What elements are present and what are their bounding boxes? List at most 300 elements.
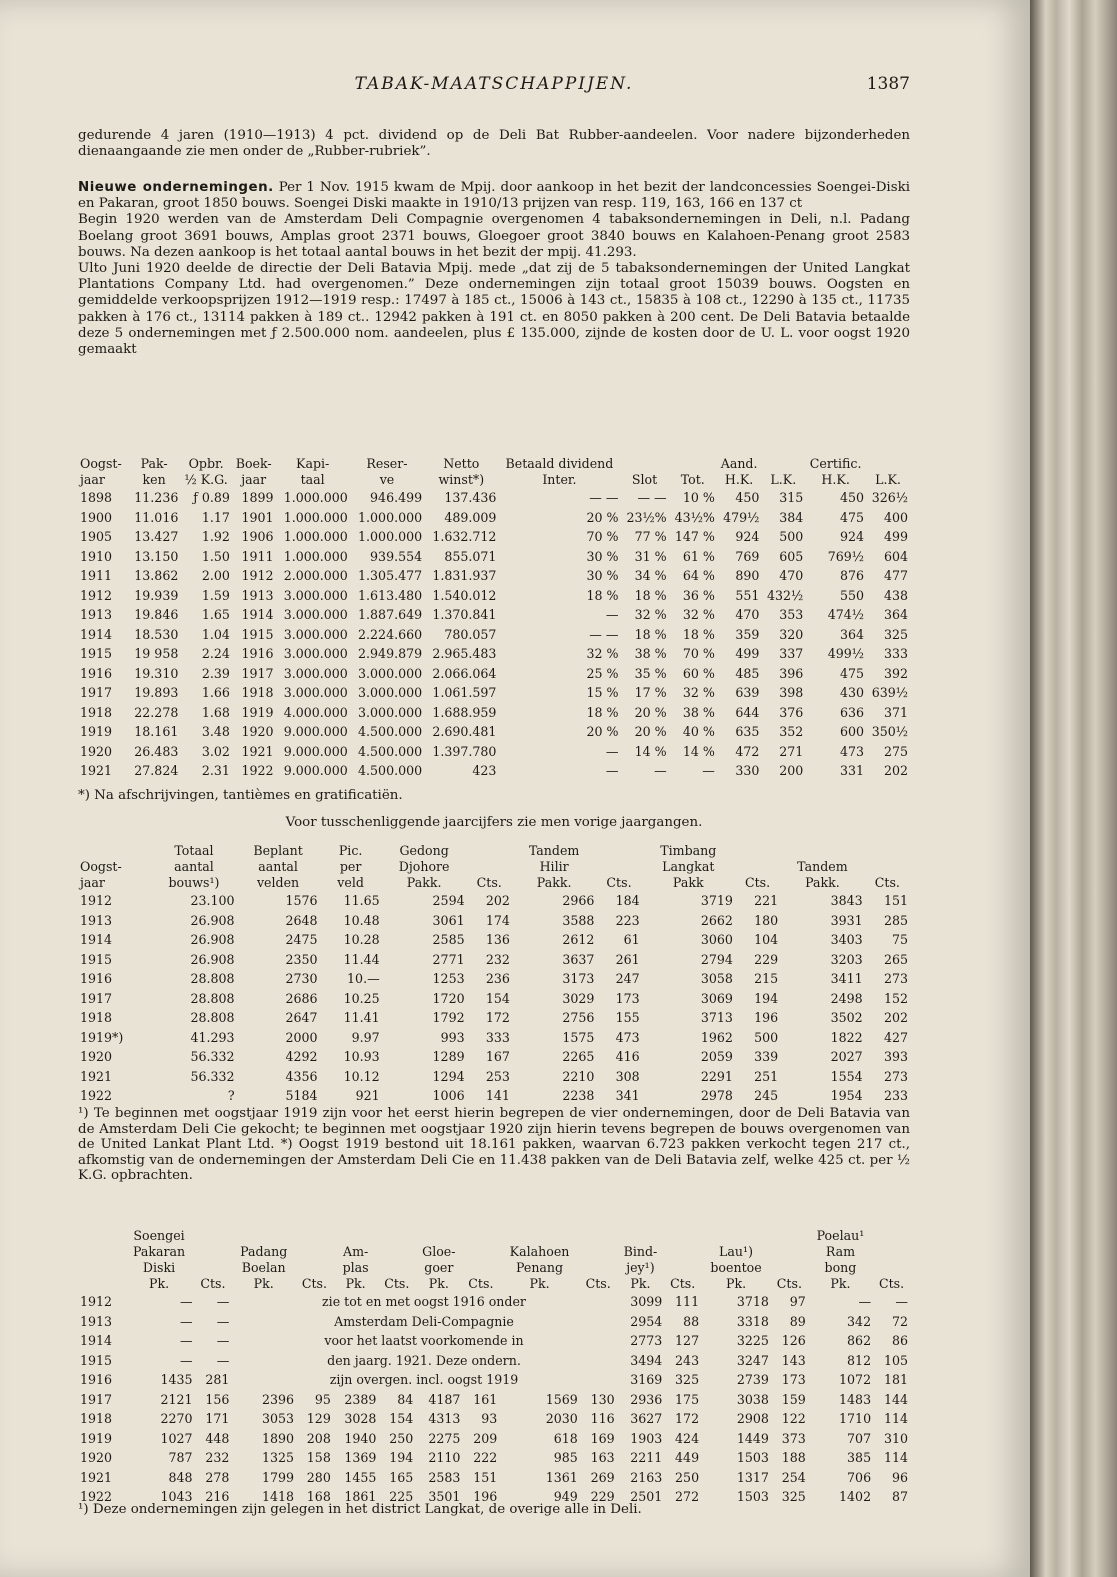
- table-cell: 1911: [241, 548, 274, 564]
- table-cell: 2396: [261, 1391, 294, 1407]
- column-header: jey¹): [626, 1260, 655, 1275]
- table-cell: 28.808: [190, 990, 235, 1006]
- table-cell: 11.41: [343, 1010, 380, 1025]
- table-cell: 23½%: [626, 509, 667, 525]
- table-cell: 4.500.000: [358, 724, 423, 739]
- page-number: 1387: [866, 74, 910, 94]
- estates-table-footnote: ¹) Deze ondernemingen zijn gelegen in het district Langkat, de overige alle in Deli.: [78, 1502, 642, 1517]
- table-cell: 1455: [344, 1469, 377, 1485]
- table-cell: 174: [485, 912, 510, 928]
- table-cell: 448: [205, 1430, 230, 1446]
- table-cell: 1940: [344, 1430, 377, 1446]
- column-header: [296, 1260, 333, 1276]
- column-header: [499, 1228, 579, 1244]
- table-cell: 18 %: [586, 704, 619, 720]
- table-cell: 946.499: [370, 490, 423, 505]
- table-cell: 223: [615, 912, 640, 928]
- table-cell: 3060: [700, 932, 733, 947]
- table-cell: 2501: [630, 1489, 663, 1504]
- table-cell: 172: [675, 1411, 700, 1426]
- column-header: jaar: [80, 875, 105, 890]
- table-cell: 3.02: [201, 743, 230, 759]
- table-cell: 173: [781, 1372, 806, 1387]
- harvest-row: [78, 1067, 910, 1087]
- table-cell: 126: [781, 1333, 806, 1348]
- table-cell: 40 %: [682, 724, 715, 739]
- table-cell: 285: [883, 912, 908, 928]
- table-cell: 2270: [160, 1411, 193, 1426]
- table-cell: 232: [205, 1450, 230, 1465]
- table-cell: 2163: [630, 1469, 663, 1485]
- table-cell: 3403: [830, 932, 863, 947]
- column-header: [866, 456, 910, 472]
- table-cell: 30 %: [586, 548, 619, 564]
- column-header: Cts.: [468, 1276, 494, 1291]
- estates-row: [78, 1390, 910, 1410]
- new-enterprises-text3: Ulto Juni 1920 deelde de directie der Deli Batavia Mpij. mede „dat zij de 5 tabaksondernemingen der United Langkat Plantations Company Ltd. had overgenomen.” Deze ondernemingen zijn totaal groot 15039 bouws. Oogsten en gemiddelde verkoopsprijzen 1912—1919 resp.: 17497 à 185 ct., 15006 à 143 ct., 15835 à 108 ct., 12290 à 135 ct., 11735 pakken à 176 ct., 13114 pakken à 189 ct.. 12942 pakken à 191 ct. en 8050 pakken à 200 cent. De Deli Batavia betaalde deze 5 ondernemingen met ƒ 2.500.000 nom. aandeelen, plus £ 135.000, zijnde de kosten door de U. L. voor oogst 1920 gemaakt: [78, 261, 910, 358]
- table-cell: 3058: [700, 971, 733, 986]
- table-cell: 1900: [80, 509, 113, 525]
- merged-note: zijn overgen. incl. oogst 1919: [329, 1372, 519, 1387]
- new-enterprises-text1: Per 1 Nov. 1915 kwam de Mpij. door aankoop in het bezit der landconcessies Soengei-Diski en Pakaran, groot 1850 bouws. Soengei Diski maakte in 1910/13 prijzen van resp. 119, 163, 166 en 137 ct: [78, 180, 910, 212]
- table-cell: 4292: [285, 1049, 318, 1064]
- column-header: Poelau¹: [816, 1228, 865, 1243]
- table-cell: 1.68: [201, 704, 230, 720]
- table-cell: 1890: [261, 1430, 294, 1446]
- table-cell: 479½: [723, 509, 760, 525]
- table-cell: 22.278: [134, 704, 179, 720]
- column-header: [580, 1260, 617, 1276]
- table-cell: —: [179, 1333, 193, 1348]
- harvest-row: [78, 989, 910, 1009]
- table-cell: 359: [735, 626, 760, 642]
- table-cell: 11.44: [343, 951, 380, 967]
- table-cell: 196: [473, 1489, 498, 1504]
- column-header: Kalahoen: [509, 1244, 570, 1259]
- table-cell: 202: [883, 763, 908, 778]
- table-cell: 116: [590, 1411, 615, 1426]
- harvest-row: [78, 911, 910, 931]
- table-cell: 1898: [80, 490, 113, 505]
- column-header: Pakk.: [406, 875, 442, 890]
- table-cell: 60 %: [682, 665, 715, 681]
- table-cell: 280: [306, 1469, 331, 1485]
- table-cell: 364: [839, 626, 864, 642]
- column-header: [78, 1276, 124, 1292]
- column-header: Cts.: [200, 1276, 226, 1291]
- table-cell: 3.000.000: [358, 665, 423, 681]
- column-header: Totaal: [174, 843, 214, 858]
- table-cell: — —: [589, 490, 619, 505]
- column-header: [462, 1244, 499, 1260]
- column-header: Pk.: [345, 1276, 366, 1291]
- table-cell: 127: [675, 1333, 700, 1348]
- table-cell: 19 958: [134, 646, 179, 661]
- column-header: Boek-: [235, 456, 272, 471]
- table-cell: 1369: [344, 1450, 377, 1465]
- table-cell: 876: [839, 568, 864, 583]
- table-cell: 450: [839, 490, 864, 505]
- table-cell: 152: [883, 990, 908, 1006]
- table-cell: 635: [735, 724, 760, 739]
- table-cell: 28.808: [190, 971, 235, 986]
- table-cell: 1915: [80, 951, 113, 967]
- table-cell: 2.066.064: [432, 665, 497, 681]
- column-header: Pakk.: [805, 875, 840, 890]
- table-cell: 38 %: [634, 646, 667, 661]
- estates-row: [78, 1468, 910, 1488]
- table-cell: 19.310: [134, 665, 179, 681]
- table-cell: 3247: [736, 1352, 769, 1368]
- table-cell: 2110: [428, 1450, 461, 1465]
- table-cell: 2210: [562, 1068, 595, 1084]
- table-cell: 10.—: [347, 971, 380, 986]
- results-row: [78, 644, 910, 664]
- table-cell: 1822: [830, 1029, 863, 1045]
- column-header: [771, 1228, 808, 1244]
- table-cell: —: [216, 1333, 230, 1348]
- table-cell: 225: [389, 1489, 414, 1504]
- table-cell: 2059: [700, 1049, 733, 1064]
- table-cell: 310: [883, 1430, 908, 1446]
- column-header: [296, 1244, 333, 1260]
- table-cell: 1901: [241, 509, 274, 525]
- table-cell: 15 %: [586, 685, 619, 700]
- table-cell: 32 %: [682, 607, 715, 622]
- harvest-table-footnote: ¹) Te beginnen met oogstjaar 1919 zijn voor het eerst hierin begrepen de vier ondernemingen, door de Deli Batavia van de Amsterdam Deli Cie gekocht; te beginnen met oogstjaar 1920 zijn hierin tevens begrepen de bouws overgenomen van de United Lankat Plant Ltd. *) Oogst 1919 bestond uit 18.161 pakken, waarvan 6.723 pakken verkocht tegen 217 ct., afkomstig van de ondernemingen der Amsterdam Deli Cie en 11.438 pakken van de Deli Batavia zelf, welke 425 ct. per ½ K.G. opbrachten.: [78, 1106, 910, 1183]
- table-cell: 352: [779, 724, 804, 739]
- table-cell: 2238: [562, 1088, 595, 1103]
- table-cell: 3053: [261, 1411, 294, 1426]
- table-cell: 1906: [241, 529, 274, 544]
- table-cell: 168: [306, 1489, 331, 1504]
- table-cell: 20 %: [586, 724, 619, 739]
- table-cell: 159: [781, 1391, 806, 1407]
- table-cell: 416: [615, 1049, 640, 1064]
- column-header: ve: [379, 472, 395, 487]
- table-cell: 141: [485, 1088, 510, 1103]
- table-cell: 271: [779, 743, 804, 759]
- table-cell: 1912: [80, 587, 113, 603]
- merged-note: den jaarg. 1921. Deze ondern.: [327, 1352, 521, 1368]
- table-cell: 23.100: [190, 893, 235, 908]
- table-cell: — —: [589, 626, 619, 642]
- table-cell: 1072: [839, 1372, 872, 1387]
- table-cell: 2773: [630, 1333, 663, 1348]
- table-cell: 2771: [432, 951, 465, 967]
- column-header: Langkat: [662, 859, 715, 874]
- table-cell: 1.65: [201, 607, 230, 622]
- table-cell: 1905: [80, 529, 113, 544]
- table-cell: 2594: [432, 893, 465, 908]
- table-cell: — —: [637, 490, 667, 505]
- table-cell: —: [179, 1313, 193, 1329]
- column-header: [669, 456, 717, 472]
- column-header: velden: [256, 875, 300, 890]
- table-cell: 25 %: [586, 665, 619, 681]
- column-header: Cts.: [670, 1276, 696, 1291]
- table-cell: 1917: [80, 1391, 113, 1407]
- table-cell: 1919: [241, 704, 274, 720]
- table-cell: 3719: [700, 893, 733, 908]
- table-cell: 769½: [827, 548, 864, 564]
- results-row: [78, 508, 910, 528]
- column-header: Cts.: [301, 1276, 327, 1291]
- table-cell: 89: [789, 1313, 806, 1329]
- table-cell: 3588: [562, 912, 595, 928]
- column-header: Gloe-: [422, 1244, 456, 1259]
- table-cell: 18 %: [634, 626, 667, 642]
- column-header: [580, 1244, 617, 1260]
- table-cell: 924: [839, 529, 864, 544]
- table-cell: 31 %: [634, 548, 667, 564]
- column-header: [865, 843, 910, 859]
- table-cell: 200: [779, 763, 804, 778]
- table-cell: 2027: [830, 1049, 863, 1064]
- table-cell: 14 %: [682, 743, 715, 759]
- table-cell: 1920: [80, 743, 113, 759]
- column-header: [296, 1228, 333, 1244]
- table-cell: 2.690.481: [432, 724, 497, 739]
- table-cell: 105: [883, 1352, 908, 1368]
- column-header: Pk.: [253, 1276, 274, 1291]
- table-cell: 1919: [80, 1430, 113, 1446]
- harvest-header-row: [78, 843, 910, 859]
- table-cell: 1954: [830, 1088, 863, 1103]
- table-cell: 233: [883, 1088, 908, 1103]
- estates-header-row: [78, 1276, 910, 1292]
- harvest-row: [78, 1047, 910, 1067]
- column-header: [664, 1260, 701, 1276]
- table-cell: 70 %: [586, 529, 619, 544]
- table-cell: 13.862: [134, 568, 179, 583]
- column-header: [195, 1228, 232, 1244]
- table-cell: 229: [754, 951, 779, 967]
- table-cell: 3.48: [201, 724, 230, 739]
- table-cell: ƒ 0.89: [193, 490, 230, 505]
- table-cell: 163: [590, 1450, 615, 1465]
- table-cell: 618: [553, 1430, 578, 1446]
- table-cell: 130: [590, 1391, 615, 1407]
- table-cell: 3.000.000: [283, 626, 348, 642]
- column-header: Aand.: [720, 456, 758, 471]
- table-cell: 706: [847, 1469, 872, 1485]
- table-cell: 1921: [241, 743, 274, 759]
- table-cell: 2954: [630, 1313, 663, 1329]
- column-header: goer: [424, 1260, 454, 1275]
- table-cell: 180: [754, 912, 779, 928]
- table-cell: 1.000.000: [283, 548, 348, 564]
- table-cell: 400: [883, 509, 908, 525]
- results-row: [78, 703, 910, 723]
- table-cell: 1920: [80, 1049, 113, 1064]
- table-cell: 3169: [630, 1372, 663, 1387]
- table-cell: 247: [615, 971, 640, 986]
- table-cell: 272: [675, 1489, 700, 1504]
- table-cell: 93: [481, 1411, 498, 1426]
- column-header: bouws¹): [168, 875, 220, 890]
- table-cell: 114: [883, 1450, 908, 1465]
- table-cell: 154: [389, 1411, 414, 1426]
- table-cell: 639½: [871, 685, 908, 700]
- table-cell: 151: [883, 893, 908, 908]
- table-cell: 1918: [241, 685, 274, 700]
- table-cell: 2.31: [201, 763, 230, 778]
- table-cell: 477: [883, 568, 908, 583]
- table-cell: 10.48: [343, 912, 380, 928]
- table-cell: 550: [839, 587, 864, 603]
- table-cell: 1.061.597: [432, 685, 497, 700]
- table-cell: 229: [590, 1489, 615, 1504]
- results-row: [78, 586, 910, 606]
- table-cell: 500: [754, 1029, 779, 1045]
- estates-row: [78, 1429, 910, 1449]
- table-cell: 265: [883, 951, 908, 967]
- table-cell: 330: [735, 763, 760, 778]
- table-cell: 4356: [285, 1068, 318, 1084]
- table-cell: 1575: [562, 1029, 595, 1045]
- table-cell: 181: [883, 1372, 908, 1387]
- table-cell: 32 %: [634, 607, 667, 622]
- column-header: Pk.: [428, 1276, 449, 1291]
- column-header: [467, 843, 512, 859]
- table-cell: 13.427: [134, 529, 179, 544]
- column-header: Cts.: [585, 1276, 611, 1291]
- table-cell: 72: [891, 1313, 908, 1329]
- table-cell: 1922: [80, 1088, 113, 1103]
- results-row: [78, 547, 910, 567]
- table-cell: 114: [883, 1411, 908, 1426]
- section-heading: Nieuwe ondernemingen.: [78, 180, 274, 195]
- harvest-row: [78, 950, 910, 970]
- table-cell: 143: [781, 1352, 806, 1368]
- column-header: Pakk: [672, 875, 704, 890]
- table-cell: 236: [485, 971, 510, 986]
- table-cell: 1.632.712: [432, 529, 497, 544]
- results-header-row: [78, 472, 910, 488]
- table-cell: 308: [615, 1068, 640, 1084]
- column-header: [771, 1260, 808, 1276]
- column-header: veld: [337, 875, 364, 890]
- table-cell: 1920: [241, 724, 274, 739]
- column-header: Penang: [515, 1260, 564, 1275]
- results-row: [78, 722, 910, 742]
- table-cell: 27.824: [134, 763, 179, 778]
- column-header: jaar: [80, 472, 105, 487]
- column-header: [664, 1244, 701, 1260]
- table-cell: 373: [781, 1430, 806, 1446]
- table-cell: 38 %: [682, 704, 715, 720]
- results-row: [78, 742, 910, 762]
- table-cell: 9.000.000: [283, 763, 348, 778]
- table-cell: 1921: [80, 763, 113, 778]
- table-cell: 1918: [80, 704, 113, 720]
- table-cell: 1.305.477: [358, 568, 423, 583]
- table-cell: 1919*): [80, 1029, 124, 1045]
- table-cell: 3411: [830, 971, 863, 986]
- table-cell: 221: [754, 893, 779, 908]
- table-cell: 3203: [830, 951, 863, 967]
- column-header: Pak-: [140, 456, 168, 471]
- column-header: [195, 1244, 232, 1260]
- table-cell: 1913: [80, 912, 113, 928]
- table-cell: 2.00: [201, 568, 230, 583]
- table-cell: 26.908: [190, 932, 235, 947]
- table-cell: 1554: [830, 1068, 863, 1084]
- table-cell: 1921: [80, 1469, 113, 1485]
- table-cell: 1.000.000: [358, 509, 423, 525]
- table-cell: 1325: [261, 1450, 294, 1465]
- results-row: [78, 683, 910, 703]
- table-cell: 56.332: [190, 1068, 235, 1084]
- column-header: [231, 1228, 296, 1244]
- table-cell: 2.39: [201, 665, 230, 681]
- table-cell: 34 %: [634, 568, 667, 583]
- table-cell: 475: [839, 509, 864, 525]
- table-cell: 26.483: [134, 743, 179, 759]
- results-row: [78, 625, 910, 645]
- table-cell: 64 %: [682, 568, 715, 583]
- estates-merged-row: [78, 1331, 910, 1351]
- table-cell: 326½: [871, 490, 908, 505]
- column-header: Pic.: [338, 843, 363, 858]
- table-cell: 450: [735, 490, 760, 505]
- column-header: [873, 1260, 910, 1276]
- table-cell: 20 %: [634, 704, 667, 720]
- page-header: [78, 74, 910, 102]
- table-cell: 432½: [767, 587, 804, 603]
- column-header: [664, 1228, 701, 1244]
- column-header: [78, 1260, 124, 1276]
- column-header: [378, 1228, 415, 1244]
- column-header: aantal: [174, 859, 214, 874]
- column-header: per: [339, 859, 362, 874]
- column-header: [78, 843, 151, 859]
- table-cell: 315: [779, 490, 804, 505]
- table-cell: 1914: [80, 932, 113, 947]
- table-cell: 111: [675, 1294, 700, 1309]
- results-header-row: [78, 456, 910, 472]
- table-cell: 1449: [736, 1430, 769, 1446]
- table-cell: 18 %: [682, 626, 715, 642]
- new-enterprises-text2: Begin 1920 werden van de Amsterdam Deli Compagnie overgenomen 4 tabaksondernemingen in Deli, n.l. Padang Boelang groot 3691 bouws, Amplas groot 2371 bouws, Gloegoer groot 3840 bouws en Kalahoen-Penang groot 2583 bouws. Na dezen aankoop is het totaal aantal bouws in het bezit der mpij. 41.293.: [78, 212, 910, 260]
- table-cell: 104: [754, 932, 779, 947]
- table-cell: 245: [754, 1088, 779, 1103]
- table-cell: 1861: [344, 1489, 377, 1504]
- table-cell: —: [179, 1352, 193, 1368]
- column-header: [865, 859, 910, 875]
- table-cell: 1289: [432, 1049, 465, 1064]
- table-cell: 28.808: [190, 1010, 235, 1025]
- table-cell: 175: [675, 1391, 700, 1407]
- table-cell: 636: [839, 704, 864, 720]
- table-cell: 890: [735, 568, 760, 583]
- table-cell: 222: [473, 1450, 498, 1465]
- table-cell: 2475: [285, 932, 318, 947]
- table-cell: 604: [883, 548, 908, 564]
- column-header: Diski: [142, 1260, 176, 1275]
- table-cell: 1006: [432, 1088, 465, 1103]
- intro-text: gedurende 4 jaren (1910—1913) 4 pct. dividend op de Deli Bat Rubber-aandeelen. Voor nadere bijzonderheden dienaangaande zie men onder de „Rubber-rubriek”.: [78, 128, 910, 160]
- column-header: Pk.: [148, 1276, 170, 1291]
- table-cell: 169: [590, 1430, 615, 1446]
- table-cell: 320: [779, 626, 804, 642]
- table-cell: 1903: [630, 1430, 663, 1446]
- table-cell: 14 %: [634, 743, 667, 759]
- table-cell: 3069: [700, 990, 733, 1006]
- table-cell: 122: [781, 1411, 806, 1426]
- results-table: [78, 456, 910, 781]
